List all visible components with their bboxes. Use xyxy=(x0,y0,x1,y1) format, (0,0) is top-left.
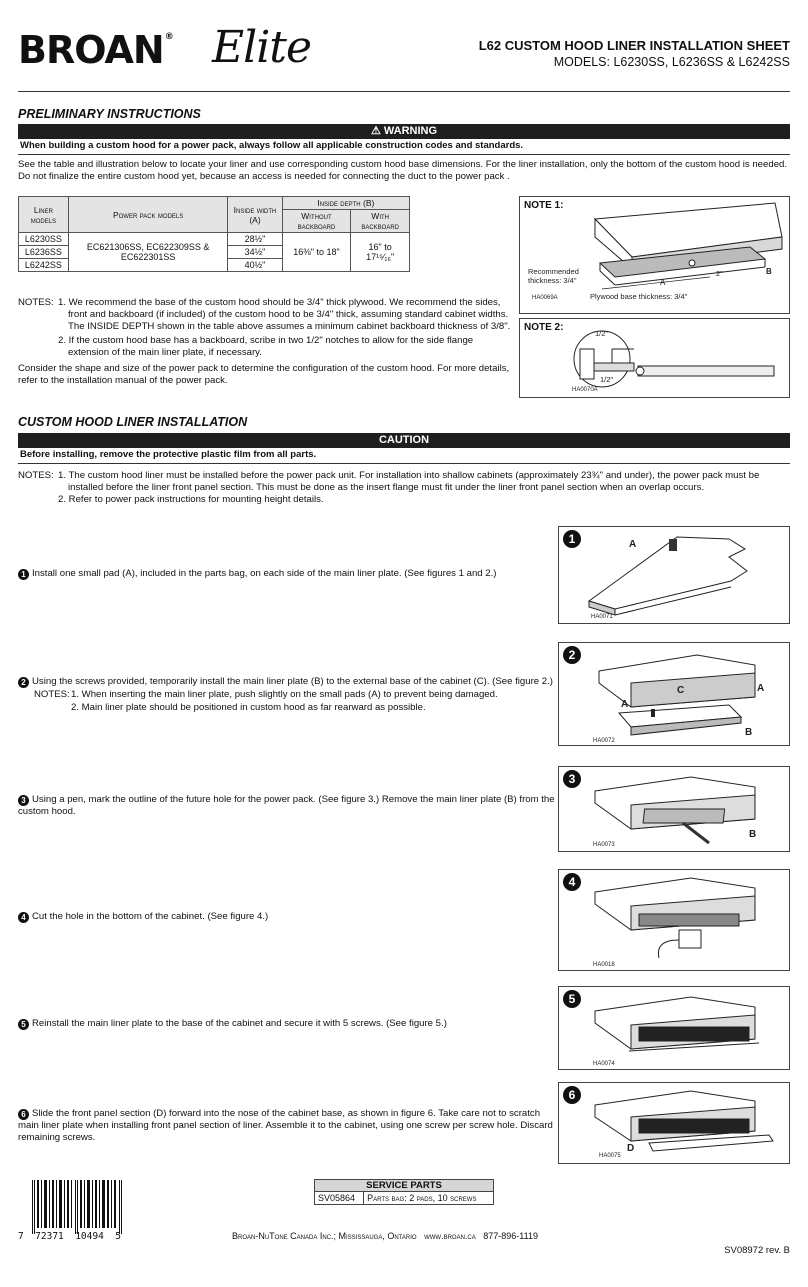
step-6-number: 6 xyxy=(18,1109,29,1120)
note2-figure xyxy=(519,318,790,398)
liner-table xyxy=(18,196,410,272)
footer-doc-code: SV08972 rev. B xyxy=(724,1245,790,1256)
service-part-desc: Parts bag: 2 pads, 10 screws xyxy=(364,1192,494,1205)
table-cell: 28½" xyxy=(228,233,282,246)
step-1-number: 1 xyxy=(18,569,29,580)
consider-text: Consider the shape and size of the power pack to determine the configuration of the custom hood. For more details, refer to the installation manual of the power pack. xyxy=(18,363,510,386)
step-5-text: Reinstall the main liner plate to the base of the cabinet and secure it with 5 screws. (See figure 5.) xyxy=(32,1018,447,1029)
brand-logo: BROAN® xyxy=(18,28,173,72)
table-cell: EC621306SS, EC622309SS & EC622301SS xyxy=(68,233,228,272)
table-cell: L6242SS xyxy=(19,259,69,272)
table-cell: 34½" xyxy=(228,246,282,259)
note1-code: HA0069A xyxy=(532,295,558,301)
figure-5 xyxy=(558,986,790,1070)
figure-2-label-c: C xyxy=(677,685,685,696)
note1-figure xyxy=(519,196,790,314)
step-4-text: Cut the hole in the bottom of the cabinet. (See figure 4.) xyxy=(32,911,269,922)
figure-4 xyxy=(558,869,790,971)
step-5-number: 5 xyxy=(18,1019,29,1030)
figure-5-number: 5 xyxy=(563,990,581,1008)
install-note-1: 1. The custom hood liner must be installed before the power pack unit. For installation into shallow cabinets (approximately 23¾" and under), the power pack must be installed before the liner front panel section. This must be done as the insert flange must fit under the liner front panel section when an overlap occurs. xyxy=(58,470,760,493)
step-2-sub-2: 2. Main liner plate should be positioned in custom hood as far rearward as possible. xyxy=(71,702,426,713)
step-2-sub-1: 1. When inserting the main liner plate, push slightly on the small pads (A) to prevent being damaged. xyxy=(71,689,498,700)
page-title: L62 CUSTOM HOOD LINER INSTALLATION SHEET xyxy=(478,38,790,53)
step-6-text: Slide the front panel section (D) forward into the nose of the cabinet base, as shown in figure 6. Take care not to scratch main liner plate when installing front panel section of liner. Assemble it to the cabinet, using one screw per screw hole. Discard remaining screws. xyxy=(18,1108,553,1143)
figure-6-number: 6 xyxy=(563,1086,581,1104)
brand-script-logo: Elite xyxy=(212,22,311,73)
figure-6 xyxy=(558,1082,790,1164)
note1-label-b: B xyxy=(766,267,772,276)
figure-6-drawing xyxy=(559,1083,789,1163)
step-4 xyxy=(18,911,538,923)
note1-plywood: Plywood base thickness: 3/4" xyxy=(590,292,688,301)
figure-1 xyxy=(558,526,790,624)
caution-text: Before installing, remove the protective plastic film from all parts. xyxy=(18,448,790,464)
table-cell: 16" to 17¹⁵⁄₁₆" xyxy=(351,233,410,272)
figure-4-drawing xyxy=(559,870,789,970)
figure-1-number: 1 xyxy=(563,530,581,548)
figure-3-number: 3 xyxy=(563,770,581,788)
notes-label: NOTES: xyxy=(18,297,54,308)
step-1-text: Install one small pad (A), included in the parts bag, on each side of the main liner plate. (See figures 1 and 2.) xyxy=(32,568,497,579)
table-cell: 40½" xyxy=(228,259,282,272)
note1-label: NOTE 1: xyxy=(524,200,564,211)
table-cell: L6236SS xyxy=(19,246,69,259)
figure-2-code: HA0072 xyxy=(593,738,615,744)
table-cell: L6230SS xyxy=(19,233,69,246)
step-2-notes-label: NOTES: xyxy=(34,689,70,700)
note1-label-a: A xyxy=(660,278,666,287)
note2-half-top: 1/2" xyxy=(595,329,609,338)
figure-4-code: HA0018 xyxy=(593,962,615,968)
figure-5-drawing xyxy=(559,987,789,1069)
th-inside-depth: Inside depth (B) xyxy=(282,197,409,210)
note2-half-bottom: 1/2" xyxy=(600,375,614,384)
step-6 xyxy=(18,1108,558,1144)
header-divider xyxy=(18,91,790,92)
step-3-text: Using a pen, mark the outline of the future hole for the power pack. (See figure 3.) Remove the main liner plate (B) from the custom hood. xyxy=(18,794,555,817)
figure-2-drawing xyxy=(559,643,789,745)
table-cell: 16⅜" to 18" xyxy=(282,233,351,272)
step-2-text: Using the screws provided, temporarily install the main liner plate (B) to the external base of the cabinet (C). (See figure 2.) xyxy=(32,676,553,687)
step-4-number: 4 xyxy=(18,912,29,923)
service-parts-table xyxy=(314,1179,494,1205)
barcode-digits: 7 72371 10494 5 xyxy=(18,1231,121,1242)
figure-2-label-a-right: A xyxy=(757,683,765,694)
figure-1-drawing xyxy=(559,527,789,623)
models-subtitle: MODELS: L6230SS, L6236SS & L6242SS xyxy=(553,55,790,69)
figure-4-number: 4 xyxy=(563,873,581,891)
service-heading: SERVICE PARTS xyxy=(315,1180,494,1192)
th-liner-models: Liner models xyxy=(19,197,69,233)
step-5 xyxy=(18,1018,538,1030)
step-2 xyxy=(18,676,558,688)
step-3 xyxy=(18,794,558,818)
th-with-backboard: With backboard xyxy=(351,210,410,233)
footer-company: Broan-NuTone Canada Inc.; Mississauga, Ontario www.broan.ca 877-896-1119 xyxy=(232,1231,538,1241)
warning-text: When building a custom hood for a power pack, always follow all applicable construction codes and standards. xyxy=(18,139,790,155)
th-inside-width: Inside width (A) xyxy=(228,197,282,233)
note-2: 2. If the custom hood base has a backboard, scribe in two 1/2" notches to allow for the side flange extension of the main liner plate, if necessary. xyxy=(58,335,474,358)
figure-2-label-a-left: A xyxy=(621,699,629,710)
service-part-number: SV05864 xyxy=(315,1192,364,1205)
warning-icon: ⚠ xyxy=(370,125,381,137)
note2-label: NOTE 2: xyxy=(524,322,564,333)
figure-5-code: HA0074 xyxy=(593,1061,615,1067)
step-1 xyxy=(18,568,538,580)
figure-1-label-a: A xyxy=(629,539,637,550)
install-note-2: 2. Refer to power pack instructions for mounting height details. xyxy=(58,494,324,505)
caution-bar: CAUTION xyxy=(18,433,790,448)
figure-2-number: 2 xyxy=(563,646,581,664)
note1-recommended: Recommended thickness: 3/4" xyxy=(528,267,579,285)
step-3-number: 3 xyxy=(18,795,29,806)
th-without-backboard: Without backboard xyxy=(282,210,351,233)
note2-code: HA0070A xyxy=(572,387,598,393)
th-power-pack-models: Power pack models xyxy=(68,197,228,233)
step-2-number: 2 xyxy=(18,677,29,688)
installation-heading: CUSTOM HOOD LINER INSTALLATION xyxy=(18,415,248,429)
note1-two-inch: 2" xyxy=(716,269,723,278)
figure-3 xyxy=(558,766,790,852)
preliminary-heading: PRELIMINARY INSTRUCTIONS xyxy=(18,107,201,121)
figure-2 xyxy=(558,642,790,746)
install-notes-label: NOTES: xyxy=(18,470,54,481)
warning-bar: ⚠ WARNING xyxy=(18,124,790,139)
figure-2-label-b: B xyxy=(745,727,753,738)
figure-6-code: HA0075 xyxy=(599,1153,621,1159)
figure-1-code: HA0071 xyxy=(591,614,613,620)
figure-3-code: HA0073 xyxy=(593,842,615,848)
note2-drawing xyxy=(520,319,789,397)
figure-3-label-b: B xyxy=(749,829,757,840)
note-1: 1. We recommend the base of the custom hood should be 3/4" thick plywood. We recommend the sides, front and backboard (if included) of the custom hood to be 3/4" thick, assuming standard cabinet widths. The INSIDE DEPTH shown in the table above assumes a minimum cabinet backboard thickness of 3/8". xyxy=(58,297,511,332)
preliminary-intro: See the table and illustration below to locate your liner and use corresponding custom hood base dimensions. For the liner installation, only the bottom of the custom hood is needed. Do not finalize the entire custom hood yet, because an access is needed for connecting the duct to the power pack . xyxy=(18,159,788,182)
figure-6-label-d: D xyxy=(627,1143,635,1154)
